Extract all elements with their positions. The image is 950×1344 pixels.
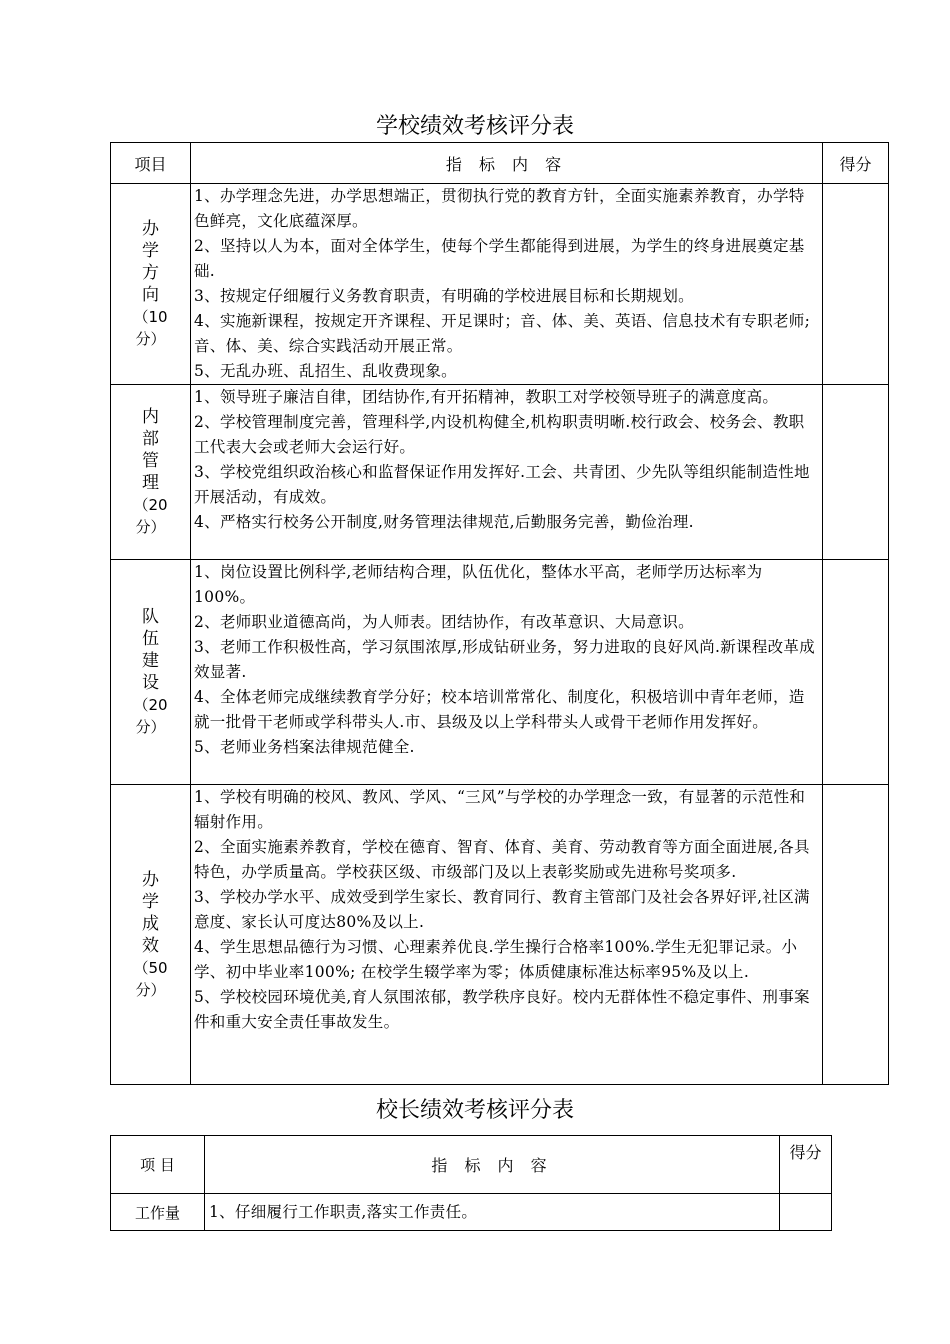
category-score-unit: 分）	[135, 518, 166, 536]
list-item: 4、严格实行校务公开制度,财务管理法律规范,后勤服务完善，勤俭治理.	[194, 513, 694, 531]
score-cell[interactable]	[823, 385, 889, 560]
category-char: 伍	[142, 629, 159, 649]
category-char: 学	[142, 891, 159, 912]
category-cell	[111, 785, 191, 1085]
category-char: 队	[142, 607, 159, 627]
content-cell	[191, 785, 823, 1085]
score-cell[interactable]	[780, 1194, 832, 1231]
list-item: 2、坚持以人为本，面对全体学生，使每个学生都能得到进展，为学生的终身进展奠定基础.	[194, 237, 805, 280]
category-char: 向	[142, 285, 159, 305]
score-cell[interactable]	[823, 184, 889, 385]
category-char: 办	[142, 869, 159, 890]
score-cell[interactable]	[823, 560, 889, 785]
school-table-title: 学校绩效考核评分表	[375, 114, 574, 139]
category-score: （50	[133, 958, 168, 977]
header-score: 得分	[823, 143, 889, 184]
category-cell	[111, 560, 191, 785]
category-char: 设	[142, 673, 159, 693]
content-cell	[191, 184, 823, 385]
content-cell	[191, 560, 823, 785]
list-item: 4、全体老师完成继续教育学分好；校本培训常常化、制度化，积极培训中青年老师，造就一批骨干老师或学科带头人.市、县级及以上学科带头人或骨干老师作用发挥好。	[194, 688, 805, 731]
category-char: 管	[142, 451, 159, 471]
table-row	[111, 560, 889, 785]
list-item: 3、按规定仔细履行义务教育职责，有明确的学校进展目标和长期规划。	[194, 287, 694, 305]
category-char: 方	[142, 263, 159, 283]
list-item: 1、领导班子廉洁自律，团结协作,有开拓精神，教职工对学校领导班子的满意度高。	[194, 388, 779, 406]
list-item: 3、老师工作积极性高，学习氛围浓厚,形成钻研业务，努力进取的良好风尚.新课程改革成效显著.	[194, 638, 816, 681]
category-char: 内	[142, 407, 159, 427]
category-char: 建	[142, 651, 159, 671]
category-score-unit: 分）	[135, 718, 166, 736]
list-item: 4、实施新课程，按规定开齐课程、开足课时；音、体、美、英语、信息技术有专职老师;音、体、美、综合实践活动开展正常。	[194, 312, 811, 355]
list-item: 3、学校办学水平、成效受到学生家长、教育同行、教育主管部门及社会各界好评,社区满意度、家长认可度达80%及以上.	[194, 888, 810, 931]
category-char: 办	[142, 219, 159, 239]
table-row	[111, 1194, 832, 1231]
table-header-row	[111, 1136, 832, 1194]
category-char: 部	[142, 429, 159, 449]
content-cell	[191, 385, 823, 560]
category-score: （20	[133, 496, 168, 514]
list-item: 2、全面实施素养教育，学校在德育、智育、体育、美育、劳动教育等方面全面进展,各具特色，办学质量高。学校获区级、市级部门及以上表彰奖励或先进称号奖项多.	[194, 838, 810, 881]
category-score-unit: 分）	[135, 330, 166, 348]
category-char: 效	[142, 935, 159, 956]
table-header-row	[111, 143, 889, 184]
category-score-unit: 分）	[135, 980, 166, 999]
header-item: 项目	[111, 143, 191, 184]
category-cell: 工作量	[111, 1194, 205, 1231]
table-row	[111, 785, 889, 1085]
list-item: 1、办学理念先进，办学思想端正，贯彻执行党的教育方针，全面实施素养教育，办学特色鲜亮，文化底蕴深厚。	[194, 187, 805, 230]
header-score: 得分	[780, 1136, 832, 1194]
list-item: 1、岗位设置比例科学,老师结构合理，队伍优化，整体水平高，老师学历达标率为100%。	[194, 563, 763, 606]
category-char: 理	[142, 473, 159, 493]
score-cell[interactable]	[823, 785, 889, 1085]
header-content: 指 标 内 容	[191, 143, 823, 184]
list-item: 2、学校管理制度完善，管理科学,内设机构健全,机构职责明晰.校行政会、校务会、教职工代表大会或老师大会运行好。	[194, 413, 805, 456]
category-char: 学	[142, 241, 159, 261]
list-item: 2、老师职业道德高尚，为人师表。团结协作，有改革意识、大局意识。	[194, 613, 694, 631]
list-item: 5、学校校园环境优美,育人氛围浓郁，教学秩序良好。校内无群体性不稳定事件、刑事案件和重大安全责任事故发生。	[194, 988, 810, 1031]
list-item: 5、老师业务档案法律规范健全.	[194, 738, 415, 756]
principal-table-title: 校长绩效考核评分表	[375, 1098, 574, 1123]
principal-evaluation-table	[110, 1135, 832, 1231]
list-item: 5、无乱办班、乱招生、乱收费现象。	[194, 362, 457, 380]
list-item: 4、学生思想品德行为习惯、心理素养优良.学生操行合格率100%.学生无犯罪记录。小学、初中毕业率100%; 在校学生辍学率为零；体质健康标准达标率95%及以上.	[194, 938, 798, 981]
category-score: （20	[133, 696, 168, 714]
category-cell	[111, 184, 191, 385]
category-cell	[111, 385, 191, 560]
table-row	[111, 385, 889, 560]
header-item: 项 目	[111, 1136, 205, 1194]
category-char: 成	[142, 913, 159, 934]
header-content: 指 标 内 容	[205, 1136, 780, 1194]
list-item: 1、学校有明确的校风、教风、学风、“三风”与学校的办学理念一致，有显著的示范性和辐射作用。	[194, 788, 806, 831]
list-item: 3、学校党组织政治核心和监督保证作用发挥好.工会、共青团、少先队等组织能制造性地开展活动，有成效。	[194, 463, 810, 506]
content-cell	[205, 1194, 780, 1231]
category-score: （10	[133, 308, 168, 326]
list-item: 1、仔细履行工作职责,落实工作责任。	[209, 1202, 478, 1221]
school-evaluation-table	[110, 142, 889, 1085]
table-row	[111, 184, 889, 385]
